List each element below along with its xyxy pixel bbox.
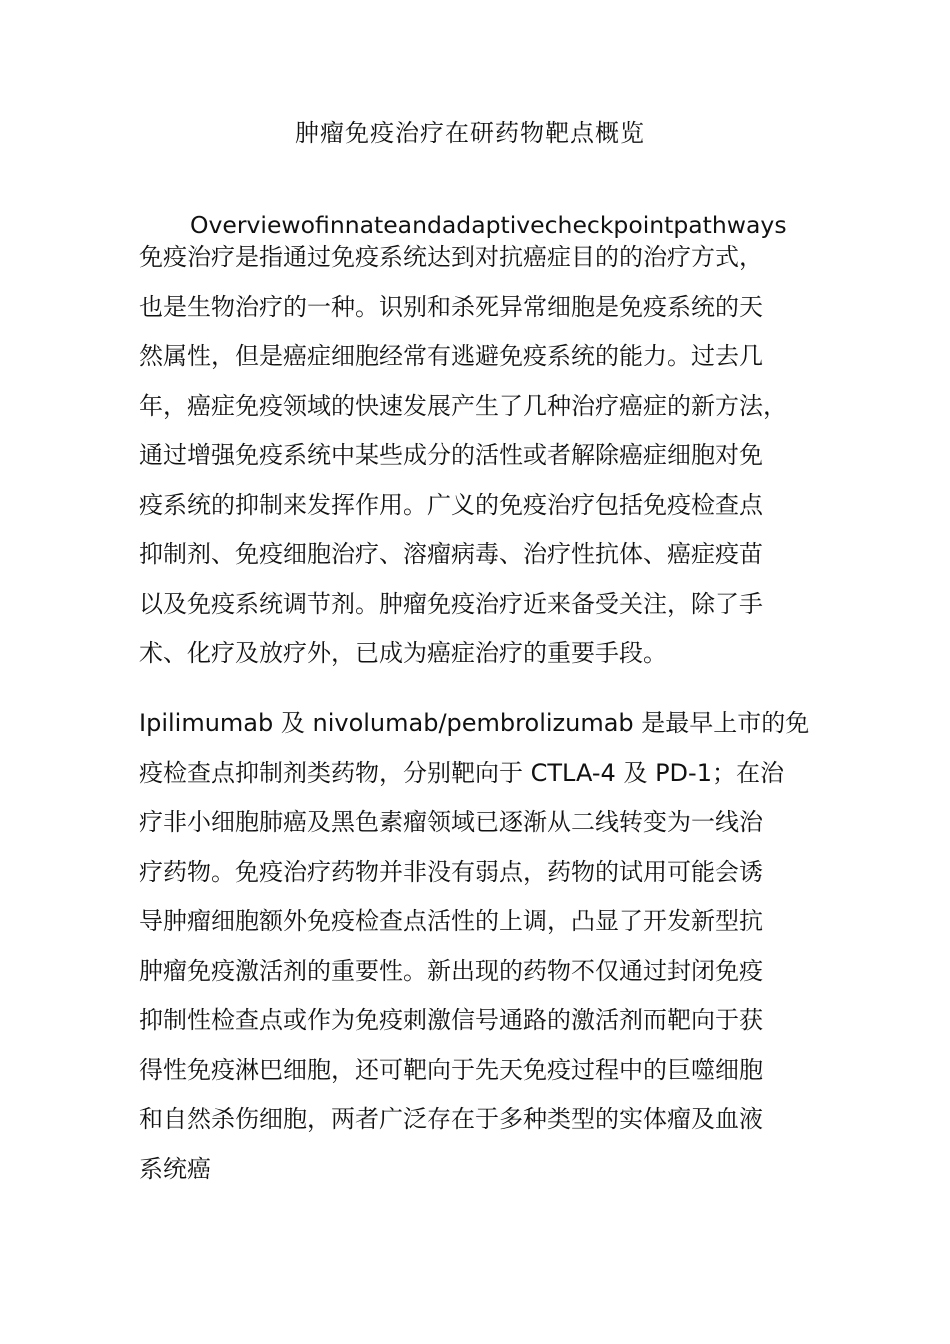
paragraph-line	[139, 749, 815, 799]
paragraph-line: 导肿瘤细胞额外免疫检查点活性的上调，凸显了开发新型抗	[139, 907, 763, 935]
drug-name-nivolumab-pembrolizumab: nivolumab/pembrolizumab	[312, 709, 634, 737]
document-title: 肿瘤免疫治疗在研药物靶点概览	[295, 119, 645, 147]
text-segment: 及	[615, 758, 656, 787]
paragraph-line: 免疫治疗是指通过免疫系统达到对抗癌症目的的治疗方式，	[139, 243, 763, 271]
paragraph-intro	[139, 233, 815, 679]
paragraph-line	[139, 699, 815, 749]
paragraph-line: 年，癌症免疫领域的快速发展产生了几种治疗癌症的新方法，	[139, 391, 787, 420]
paragraph-line: 抑制剂、免疫细胞治疗、溶瘤病毒、治疗性抗体、癌症疫苗	[139, 540, 763, 568]
paragraph-line: 疗药物。免疫治疗药物并非没有弱点，药物的试用可能会诱	[139, 857, 763, 886]
paragraph-line: 肿瘤免疫激活剂的重要性。新出现的药物不仅通过封闭免疫	[139, 956, 763, 985]
document-subtitle: Overviewofinnateandadaptivecheckpointpathways	[190, 211, 787, 239]
paragraph-line: 然属性，但是癌症细胞经常有逃避免疫系统的能力。过去几	[139, 342, 763, 370]
text-segment: 是最早上市的免	[633, 709, 810, 737]
paragraph-line: 和自然杀伤细胞，两者广泛存在于多种类型的实体瘤及血液	[139, 1105, 763, 1133]
paragraph-line: 以及免疫系统调节剂。肿瘤免疫治疗近来备受关注，除了手	[139, 589, 763, 618]
target-pd1: PD-1	[655, 758, 712, 787]
paragraph-checkpoint-drugs	[139, 699, 815, 1194]
paragraph-line: 通过增强免疫系统中某些成分的活性或者解除癌症细胞对免	[139, 441, 763, 469]
paragraph-line: 抑制性检查点或作为免疫刺激信号通路的激活剂而靶向于获	[139, 1006, 763, 1034]
text-segment: 及	[273, 709, 313, 737]
paragraph-line: 也是生物治疗的一种。识别和杀死异常细胞是免疫系统的天	[139, 292, 763, 321]
paragraph-line: 疫系统的抑制来发挥作用。广义的免疫治疗包括免疫检查点	[139, 490, 763, 519]
paragraph-line: 得性免疫淋巴细胞，还可靶向于先天免疫过程中的巨噬细胞	[139, 1055, 763, 1084]
paragraph-line: 系统癌	[139, 1154, 211, 1183]
paragraph-line: 疗非小细胞肺癌及黑色素瘤领域已逐渐从二线转变为一线治	[139, 808, 763, 836]
paragraph-line: 术、化疗及放疗外，已成为癌症治疗的重要手段。	[139, 639, 667, 667]
text-segment: ；在治	[711, 758, 784, 787]
drug-name-ipilimumab: Ipilimumab	[139, 709, 274, 737]
target-ctla4: CTLA-4	[530, 758, 616, 787]
text-segment: 疫检查点抑制剂类药物，分别靶向于	[139, 758, 531, 787]
